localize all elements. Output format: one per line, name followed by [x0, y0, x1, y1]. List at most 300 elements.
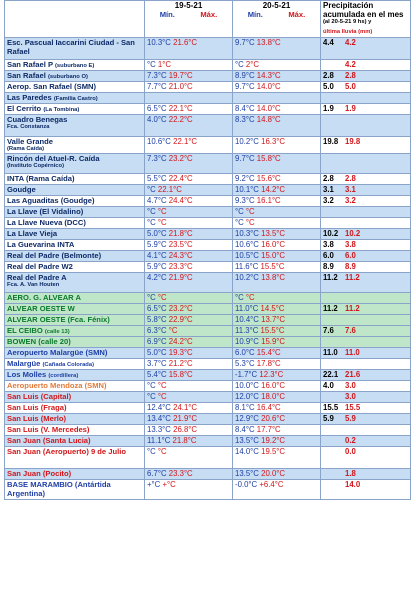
- precip-cell: [321, 115, 411, 137]
- station-name: Real del Padre A: [7, 273, 67, 282]
- day1-min-label: Mín.: [159, 10, 175, 19]
- day2-max-value: 13.8°C: [261, 273, 286, 282]
- day1-min-value: 5.0°C: [147, 348, 167, 357]
- day1-max-value: 22.9°C: [168, 315, 193, 324]
- station-name-cell: [5, 392, 145, 403]
- precip-accumulated: 7.6: [323, 326, 334, 335]
- table-row: [5, 115, 411, 137]
- day2-temps-cell: [233, 115, 321, 137]
- station-name-cell: [5, 381, 145, 392]
- station-name-cell: [5, 348, 145, 359]
- station-name-cell: [5, 293, 145, 304]
- day1-min-value: °C: [147, 185, 156, 194]
- day1-max-value: 19.7°C: [168, 71, 193, 80]
- day2-temps-cell: [233, 185, 321, 196]
- day2-temps-cell: [233, 38, 321, 60]
- day1-max-value: °C: [157, 218, 167, 227]
- day2-min-value: 9.2°C: [235, 174, 255, 183]
- station-subtitle: (Rama Caída): [7, 146, 45, 152]
- day2-max-value: 15.9°C: [261, 337, 286, 346]
- station-name-cell: [5, 137, 145, 154]
- station-name: Aeropuerto Malargüe (SMN): [7, 348, 108, 357]
- station-subtitle: (Familia Castro): [53, 96, 98, 102]
- day1-temps-cell: [145, 403, 233, 414]
- day2-min-value: 11.0°C: [235, 304, 259, 313]
- precip-cell: [321, 480, 411, 500]
- day2-min-value: 9.7°C: [235, 38, 255, 47]
- day1-max-value: 19.3°C: [168, 348, 193, 357]
- precip-cell: [321, 154, 411, 174]
- station-name: ALVEAR OESTE (Fca. Fénix): [7, 315, 110, 324]
- day1-max-value: 22.2°C: [168, 115, 193, 124]
- station-name-cell: [5, 251, 145, 262]
- day1-min-value: 3.7°C: [147, 359, 167, 368]
- precip-cell: [321, 359, 411, 370]
- day2-min-value: °C: [235, 207, 244, 216]
- day1-max-value: 24.1°C: [173, 403, 198, 412]
- day1-min-value: °C: [147, 207, 156, 216]
- day1-max-value: °C: [157, 293, 167, 302]
- table-row: [5, 71, 411, 82]
- station-subtitle: (suburbano E): [55, 63, 95, 69]
- precip-last-rain: 1.9: [345, 104, 356, 113]
- station-subtitle: Fca. Constanza: [7, 124, 50, 130]
- precip-cell: [321, 196, 411, 207]
- day1-max-value: 21.0°C: [168, 82, 193, 91]
- day1-max-value: 24.2°C: [168, 337, 193, 346]
- precip-accumulated: 19.8: [323, 137, 339, 146]
- day1-temps-cell: [145, 207, 233, 218]
- day2-temps-cell: [233, 337, 321, 348]
- table-row: [5, 93, 411, 104]
- day2-temps-cell: [233, 207, 321, 218]
- station-name-cell: [5, 82, 145, 93]
- day1-temps-cell: [145, 326, 233, 337]
- precip-cell: [321, 337, 411, 348]
- station-name: San Juan (Santa Lucia): [7, 436, 91, 445]
- table-row: [5, 240, 411, 251]
- precip-cell: [321, 447, 411, 469]
- precip-cell: [321, 174, 411, 185]
- precip-cell: [321, 469, 411, 480]
- station-name: San Luis (Fraga): [7, 403, 67, 412]
- day1-max-value: °C: [157, 392, 167, 401]
- station-name-cell: [5, 315, 145, 326]
- day2-min-label: Mín.: [247, 10, 263, 19]
- station-name-cell: [5, 115, 145, 137]
- day2-min-value: 10.9°C: [235, 337, 259, 346]
- precip-last-rain: 7.6: [345, 326, 356, 335]
- day1-min-value: °C: [147, 447, 156, 456]
- precip-cell: [321, 326, 411, 337]
- day2-temps-cell: [233, 381, 321, 392]
- day1-max-value: +°C: [162, 480, 176, 489]
- table-row: [5, 480, 411, 500]
- header-precip: [321, 1, 411, 38]
- precip-last-rain: 1.8: [345, 469, 356, 478]
- day1-temps-cell: [145, 185, 233, 196]
- precip-last-rain: 8.9: [345, 262, 356, 271]
- day1-temps-cell: [145, 196, 233, 207]
- table-row: [5, 196, 411, 207]
- precip-accumulated: 11.2: [323, 273, 338, 282]
- precip-cell: [321, 104, 411, 115]
- day2-max-label: Máx.: [288, 10, 306, 19]
- day2-max-value: 16.0°C: [261, 381, 286, 390]
- day2-temps-cell: [233, 251, 321, 262]
- precip-cell: [321, 240, 411, 251]
- day1-temps-cell: [145, 273, 233, 293]
- station-name: San Rafael: [7, 71, 46, 80]
- day1-min-value: 4.0°C: [147, 115, 167, 124]
- day1-temps-cell: [145, 71, 233, 82]
- day2-max-value: 19.5°C: [261, 447, 286, 456]
- day2-min-value: 8.4°C: [235, 104, 255, 113]
- day1-temps-cell: [145, 480, 233, 500]
- table-row: [5, 447, 411, 469]
- day1-min-value: °C: [147, 60, 156, 69]
- precip-last-rain: 4.2: [345, 38, 356, 47]
- weather-table: [4, 0, 411, 500]
- station-name-cell: [5, 469, 145, 480]
- day1-max-value: 22.1°C: [168, 104, 193, 113]
- precip-accumulated: 4.0: [323, 381, 334, 390]
- day2-min-value: 10.4°C: [235, 315, 259, 324]
- precip-accumulated: 1.9: [323, 104, 334, 113]
- table-row: [5, 60, 411, 71]
- day1-max-value: 24.3°C: [168, 251, 193, 260]
- day1-max-value: °C: [157, 381, 167, 390]
- station-name-cell: [5, 414, 145, 425]
- precip-cell: [321, 403, 411, 414]
- station-name: San Luis (Merlo): [7, 414, 67, 423]
- precip-note: (al 20-5-21 9 hs) y: [323, 19, 372, 25]
- precip-accumulated: 3.8: [323, 240, 334, 249]
- precip-accumulated: 11.2: [323, 304, 338, 313]
- day2-max-value: °C: [245, 218, 255, 227]
- day2-date: 20-5-21: [262, 1, 291, 10]
- day2-max-value: 17.7°C: [256, 425, 281, 434]
- day2-min-value: 10.2°C: [235, 273, 259, 282]
- station-subtitle: (calle 13): [44, 329, 70, 335]
- day2-min-value: °C: [235, 293, 244, 302]
- precip-accumulated: 2.8: [323, 174, 334, 183]
- day1-temps-cell: [145, 174, 233, 185]
- station-name: San Juan (Aeropuerto) 9 de Julio: [7, 447, 126, 456]
- table-row: [5, 337, 411, 348]
- day1-max-value: °C: [157, 447, 167, 456]
- day1-temps-cell: [145, 469, 233, 480]
- weather-report: [4, 0, 410, 500]
- day2-min-value: °C: [235, 60, 244, 69]
- station-name: ALVEAR OESTE W: [7, 304, 75, 313]
- precip-accumulated: 11.0: [323, 348, 338, 357]
- day1-temps-cell: [145, 104, 233, 115]
- precip-last-rain: 2.8: [345, 174, 356, 183]
- table-row: [5, 38, 411, 60]
- day2-min-value: 9.3°C: [235, 196, 255, 205]
- station-name-cell: [5, 60, 145, 71]
- day1-temps-cell: [145, 348, 233, 359]
- day2-max-value: 20.6°C: [261, 414, 286, 423]
- table-row: [5, 326, 411, 337]
- precip-last-rain: 0.0: [345, 447, 356, 456]
- day2-max-value: 15.5°C: [260, 326, 285, 335]
- day1-min-value: °C: [147, 293, 156, 302]
- precip-cell: [321, 436, 411, 447]
- day2-max-value: 14.8°C: [256, 115, 281, 124]
- precip-last-rain: 19.8: [345, 137, 361, 146]
- precip-last-rain: 14.0: [345, 480, 361, 489]
- precip-accumulated: 2.8: [323, 71, 334, 80]
- precip-cell: [321, 60, 411, 71]
- day1-min-value: 7.3°C: [147, 154, 167, 163]
- table-row: [5, 154, 411, 174]
- day2-max-value: 15.4°C: [256, 348, 281, 357]
- day1-min-value: 6.5°C: [147, 104, 167, 113]
- day2-temps-cell: [233, 60, 321, 71]
- station-name-cell: [5, 196, 145, 207]
- precip-cell: [321, 381, 411, 392]
- day2-temps-cell: [233, 348, 321, 359]
- station-name-cell: [5, 104, 145, 115]
- precip-last-rain: 4.2: [345, 60, 356, 69]
- day2-temps-cell: [233, 293, 321, 304]
- day1-temps-cell: [145, 392, 233, 403]
- day1-temps-cell: [145, 359, 233, 370]
- station-name: San Luis (Capital): [7, 392, 72, 401]
- day1-temps-cell: [145, 60, 233, 71]
- day2-temps-cell: [233, 240, 321, 251]
- day1-max-value: °C: [168, 326, 178, 335]
- day1-temps-cell: [145, 370, 233, 381]
- table-row: [5, 359, 411, 370]
- header-station-cell: [5, 1, 145, 38]
- day2-max-value: °C: [245, 293, 255, 302]
- day1-min-value: 5.5°C: [147, 174, 167, 183]
- precip-cell: [321, 304, 411, 315]
- station-name-cell: [5, 262, 145, 273]
- day2-max-value: 14.2°C: [261, 185, 286, 194]
- day1-temps-cell: [145, 38, 233, 60]
- table-row: [5, 403, 411, 414]
- day2-min-value: 14.0°C: [235, 447, 259, 456]
- station-name-cell: [5, 370, 145, 381]
- station-name: La Llave Vieja: [7, 229, 58, 238]
- table-row: [5, 262, 411, 273]
- station-name: Valle Grande: [7, 137, 54, 146]
- table-row: [5, 104, 411, 115]
- precip-cell: [321, 207, 411, 218]
- station-subtitle: (Instituto Copérnico): [7, 163, 64, 169]
- station-name: Rincón del Atuel-R. Caída: [7, 154, 100, 163]
- station-name: Las Paredes: [7, 93, 52, 102]
- day1-temps-cell: [145, 137, 233, 154]
- day1-max-value: 15.8°C: [168, 370, 193, 379]
- day1-min-value: 10.3°C: [147, 38, 171, 47]
- precip-cell: [321, 229, 411, 240]
- day1-temps-cell: [145, 251, 233, 262]
- precip-last-rain: 3.0: [345, 392, 356, 401]
- precip-last-rain: 11.2: [345, 273, 360, 282]
- table-row: [5, 229, 411, 240]
- day2-min-value: 8.9°C: [235, 71, 255, 80]
- precip-cell: [321, 71, 411, 82]
- precip-cell: [321, 414, 411, 425]
- precip-cell: [321, 251, 411, 262]
- day1-max-value: 23.2°C: [168, 304, 193, 313]
- day2-max-value: 12.3°C: [259, 370, 284, 379]
- table-row: [5, 185, 411, 196]
- day2-min-value: 10.5°C: [235, 251, 259, 260]
- station-subtitle: (La Tombina): [43, 107, 80, 113]
- station-name-cell: [5, 304, 145, 315]
- station-name: Goudge: [7, 185, 36, 194]
- day2-temps-cell: [233, 229, 321, 240]
- table-row: [5, 82, 411, 93]
- day2-max-value: 15.5°C: [260, 262, 285, 271]
- day1-temps-cell: [145, 436, 233, 447]
- day2-max-value: 14.3°C: [256, 71, 281, 80]
- day1-min-value: 6.9°C: [147, 337, 167, 346]
- day2-max-value: 18.0°C: [261, 392, 286, 401]
- day2-min-value: 10.6°C: [235, 240, 259, 249]
- day2-min-value: 9.7°C: [235, 154, 255, 163]
- station-name-cell: [5, 425, 145, 436]
- station-name-cell: [5, 93, 145, 104]
- station-subtitle: (Cañada Colorada): [42, 362, 95, 368]
- day2-temps-cell: [233, 104, 321, 115]
- station-name-cell: [5, 480, 145, 500]
- day2-temps-cell: [233, 414, 321, 425]
- day1-temps-cell: [145, 154, 233, 174]
- day1-max-value: 1°C: [157, 60, 172, 69]
- day1-max-value: 22.4°C: [168, 174, 193, 183]
- day2-min-value: 10.3°C: [235, 229, 259, 238]
- precip-last-rain: 3.0: [345, 381, 356, 390]
- station-name-cell: [5, 447, 145, 469]
- precip-cell: [321, 273, 411, 293]
- day2-temps-cell: [233, 425, 321, 436]
- day2-min-value: 8.1°C: [235, 403, 255, 412]
- day1-temps-cell: [145, 93, 233, 104]
- day2-temps-cell: [233, 359, 321, 370]
- precip-last-label: última lluvia (mm): [323, 29, 373, 35]
- table-row: [5, 414, 411, 425]
- table-row: [5, 469, 411, 480]
- station-name: Los Molles: [7, 370, 47, 379]
- day2-min-value: 6.0°C: [235, 348, 255, 357]
- station-name: La Guevarina INTA: [7, 240, 75, 249]
- precip-cell: [321, 262, 411, 273]
- day1-min-value: 13.4°C: [147, 414, 171, 423]
- station-name: San Juan (Pocito): [7, 469, 72, 478]
- day2-max-value: 14.0°C: [256, 104, 281, 113]
- station-subtitle: (suburbano O): [47, 74, 88, 80]
- day1-temps-cell: [145, 293, 233, 304]
- precip-last-rain: 6.0: [345, 251, 356, 260]
- day2-min-value: 13.5°C: [235, 469, 259, 478]
- day2-max-value: 17.8°C: [256, 359, 281, 368]
- day2-max-value: 13.7°C: [261, 315, 286, 324]
- day2-temps-cell: [233, 71, 321, 82]
- day1-min-value: 4.7°C: [147, 196, 167, 205]
- day2-max-value: 14.5°C: [260, 304, 285, 313]
- day1-max-value: 21.8°C: [168, 229, 193, 238]
- day1-min-value: °C: [147, 392, 156, 401]
- precip-accumulated: 3.1: [323, 185, 334, 194]
- header-day1: [145, 1, 233, 38]
- table-body: [5, 38, 411, 500]
- day1-temps-cell: [145, 240, 233, 251]
- station-name-cell: [5, 436, 145, 447]
- day1-max-value: 26.8°C: [173, 425, 198, 434]
- day1-max-value: 24.4°C: [168, 196, 193, 205]
- day1-max-value: 21.8°C: [172, 436, 197, 445]
- station-name: Real del Padre W2: [7, 262, 73, 271]
- precip-last-rain: 11.0: [345, 348, 360, 357]
- station-name-cell: [5, 218, 145, 229]
- station-name-cell: [5, 229, 145, 240]
- table-row: [5, 207, 411, 218]
- day1-max-value: 22.1°C: [157, 185, 182, 194]
- station-name: Las Aguaditas (Goudge): [7, 196, 95, 205]
- table-row: [5, 315, 411, 326]
- table-row: [5, 381, 411, 392]
- precip-last-rain: 2.8: [345, 71, 356, 80]
- precip-cell: [321, 185, 411, 196]
- station-name-cell: [5, 185, 145, 196]
- day2-temps-cell: [233, 392, 321, 403]
- station-name-cell: [5, 154, 145, 174]
- station-name: Malargüe: [7, 359, 41, 368]
- day2-min-value: 12.9°C: [235, 414, 259, 423]
- precip-accumulated: 5.0: [323, 82, 334, 91]
- precip-accumulated: 5.9: [323, 414, 334, 423]
- day1-min-value: +°C: [147, 480, 161, 489]
- station-name: BASE MARAMBIO (Antártida Argentina): [7, 480, 111, 498]
- precip-last-rain: 3.2: [345, 196, 356, 205]
- table-row: [5, 436, 411, 447]
- day1-max-value: 21.9°C: [173, 414, 198, 423]
- station-name-cell: [5, 207, 145, 218]
- day2-temps-cell: [233, 326, 321, 337]
- table-row: [5, 370, 411, 381]
- day1-max-value: °C: [157, 207, 167, 216]
- day1-min-value: 5.9°C: [147, 240, 167, 249]
- station-name-cell: [5, 38, 145, 60]
- station-name: Aerop. San Rafael (SMN): [7, 82, 97, 91]
- day2-temps-cell: [233, 137, 321, 154]
- day1-max-value: 22.1°C: [173, 137, 198, 146]
- day2-temps-cell: [233, 273, 321, 293]
- station-name: BOWEN (calle 20): [7, 337, 71, 346]
- table-row: [5, 348, 411, 359]
- precip-cell: [321, 218, 411, 229]
- day1-min-value: 6.3°C: [147, 326, 167, 335]
- day1-temps-cell: [145, 218, 233, 229]
- day2-temps-cell: [233, 469, 321, 480]
- precip-accumulated: 10.2: [323, 229, 339, 238]
- day2-max-value: +6.4°C: [259, 480, 284, 489]
- table-row: [5, 174, 411, 185]
- table-row: [5, 425, 411, 436]
- day2-temps-cell: [233, 370, 321, 381]
- precip-cell: [321, 425, 411, 436]
- station-name-cell: [5, 403, 145, 414]
- day1-temps-cell: [145, 425, 233, 436]
- day2-max-value: 14.0°C: [256, 82, 281, 91]
